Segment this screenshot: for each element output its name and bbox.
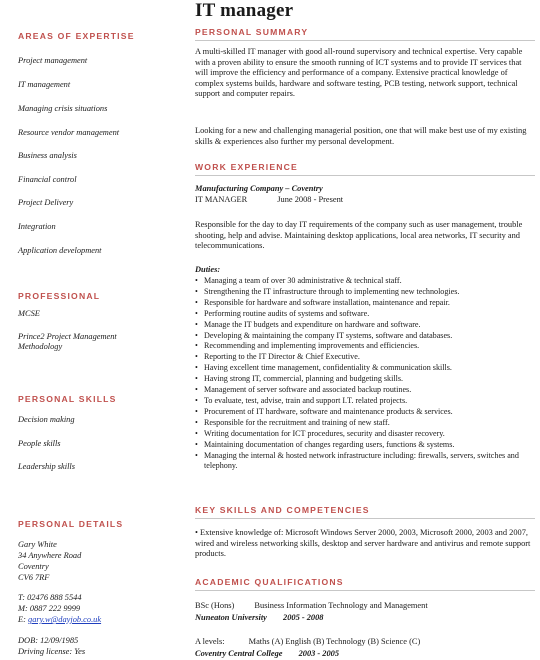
expertise-item: Resource vendor management	[18, 128, 120, 137]
duty-item: • Procurement of IT hardware, software and maintenance products & services.	[195, 407, 533, 418]
detail-name: Gary White	[18, 540, 57, 549]
skills-heading: PERSONAL SKILLS	[18, 394, 117, 404]
section-divider	[195, 590, 535, 591]
section-divider	[195, 175, 535, 176]
duty-item: • Manage the IT budgets and expenditure on hardware and software.	[195, 320, 533, 331]
degree-label: BSc (Hons)	[195, 601, 235, 610]
detail-licence: Driving license: Yes	[18, 647, 86, 656]
duty-item: • Responsible for the recruitment and training of new staff.	[195, 418, 533, 429]
key-skills-heading: KEY SKILLS AND COMPETENCIES	[195, 505, 370, 515]
college-line	[195, 649, 533, 660]
job-line	[195, 195, 533, 206]
details-heading: PERSONAL DETAILS	[18, 519, 124, 529]
job-dates: June 2008 - Present	[277, 195, 344, 204]
page-title: IT manager	[195, 0, 294, 21]
expertise-item: Application development	[18, 246, 102, 255]
detail-dob: DOB: 12/09/1985	[18, 636, 79, 645]
detail-telephone: T: 02476 888 5544	[18, 593, 82, 602]
duty-item: • Managing the internal & hosted network infrastructure including: firewalls, servers, switches and telephony.	[195, 451, 522, 473]
detail-mobile: M: 0887 222 9999	[18, 604, 81, 613]
university-dates: 2005 - 2008	[283, 613, 324, 622]
expertise-item: Project management	[18, 56, 88, 65]
summary-heading: PERSONAL SUMMARY	[195, 27, 309, 37]
duty-item: • Having strong IT, commercial, planning and budgeting skills.	[195, 374, 533, 385]
expertise-item: Financial control	[18, 175, 77, 184]
email-link[interactable]: gary.w@dayjob.co.uk	[28, 615, 102, 624]
expertise-item: Business analysis	[18, 151, 77, 160]
degree-name: Business Information Technology and Management	[254, 601, 428, 610]
duty-item: • Reporting to the IT Director & Chief Executive.	[195, 352, 533, 363]
expertise-item: IT management	[18, 80, 71, 89]
summary-paragraph: Looking for a new and challenging managerial position, one that will make best use of my existing skills & experiences also further my personal development.	[195, 126, 527, 146]
degree-line	[195, 601, 533, 612]
expertise-item: Managing crisis situations	[18, 104, 108, 113]
duty-item: • Developing & maintaining the company IT systems, software and databases.	[195, 331, 533, 342]
duty-item: • Responsible for hardware and software installation, maintenance and repair.	[195, 298, 533, 309]
expertise-heading: AREAS OF EXPERTISE	[18, 31, 135, 41]
section-divider	[195, 518, 535, 519]
university-name: Nuneaton University	[195, 613, 267, 622]
section-divider	[195, 40, 535, 41]
company-name: Manufacturing Company – Coventry	[195, 184, 323, 193]
duty-item: • Recommending and implementing improvements and efficiencies.	[195, 341, 533, 352]
alevels-subjects: Maths (A) English (B) Technology (B) Science (C)	[248, 637, 421, 646]
university-line	[195, 613, 533, 624]
duty-item: • Writing documentation for ICT procedures, security and disaster recovery.	[195, 429, 533, 440]
experience-heading: WORK EXPERIENCE	[195, 162, 298, 172]
detail-city: Coventry	[18, 562, 49, 571]
duty-item: • Having excellent time management, confidentiality & communication skills.	[195, 363, 533, 374]
skill-item: Leadership skills	[18, 462, 75, 471]
detail-address: 34 Anywhere Road	[18, 551, 82, 560]
key-skills-text: • Extensive knowledge of: Microsoft Windows Server 2000, 2003, Microsoft 2000, 2003 and 2007, wired and wireless networking skills, desktop and server hardware and antivirus and remote support products.	[195, 528, 531, 559]
professional-item: Prince2 Project Management	[18, 332, 117, 341]
duty-item: • Performing routine audits of systems and software.	[195, 309, 533, 320]
college-name: Coventry Central College	[195, 649, 283, 658]
duty-item: • To evaluate, test, advise, train and support I.T. related projects.	[195, 396, 533, 407]
alevels-label: A levels:	[195, 637, 225, 646]
detail-email: E: gary.w@dayjob.co.uk	[18, 615, 102, 624]
duty-item: • Maintaining documentation of changes regarding users, functions & systems.	[195, 440, 533, 451]
expertise-item: Project Delivery	[18, 198, 74, 207]
duties-list	[195, 276, 533, 472]
academic-heading: ACADEMIC QUALIFICATIONS	[195, 577, 344, 587]
duty-item: • Strengthening the IT infrastructure through to implementing new technologies.	[195, 287, 533, 298]
job-description: Responsible for the day to day IT requirements of the company such as user management, trouble shooting, help and advise. Maintaining desktop applications, local area networks, IT security and telecommunications.	[195, 220, 523, 251]
professional-heading: PROFESSIONAL	[18, 291, 101, 301]
professional-item: Methodology	[18, 342, 63, 351]
expertise-item: Integration	[18, 222, 56, 231]
summary-paragraph: A multi-skilled IT manager with good all-round supervisory and technical expertise. Very capable with a proven ability to ensure the smooth running of ICT systems and to provide IT services that will improve the efficiency and performance of a company. Extensive practical knowledge of complex systems builds, hardware and software testing, PCB testing, network support, technical support and computer repairs.	[195, 47, 523, 99]
duties-label: Duties:	[195, 265, 221, 274]
professional-item: MCSE	[18, 309, 40, 318]
duty-item: • Managing a team of over 30 administrative & technical staff.	[195, 276, 533, 287]
skill-item: People skills	[18, 439, 61, 448]
detail-postcode: CV6 7RF	[18, 573, 50, 582]
alevels-line	[195, 637, 533, 648]
job-title: IT MANAGER	[195, 195, 248, 204]
college-dates: 2003 - 2005	[298, 649, 340, 658]
skill-item: Decision making	[18, 415, 75, 424]
duty-item: • Management of server software and associated backup routines.	[195, 385, 533, 396]
